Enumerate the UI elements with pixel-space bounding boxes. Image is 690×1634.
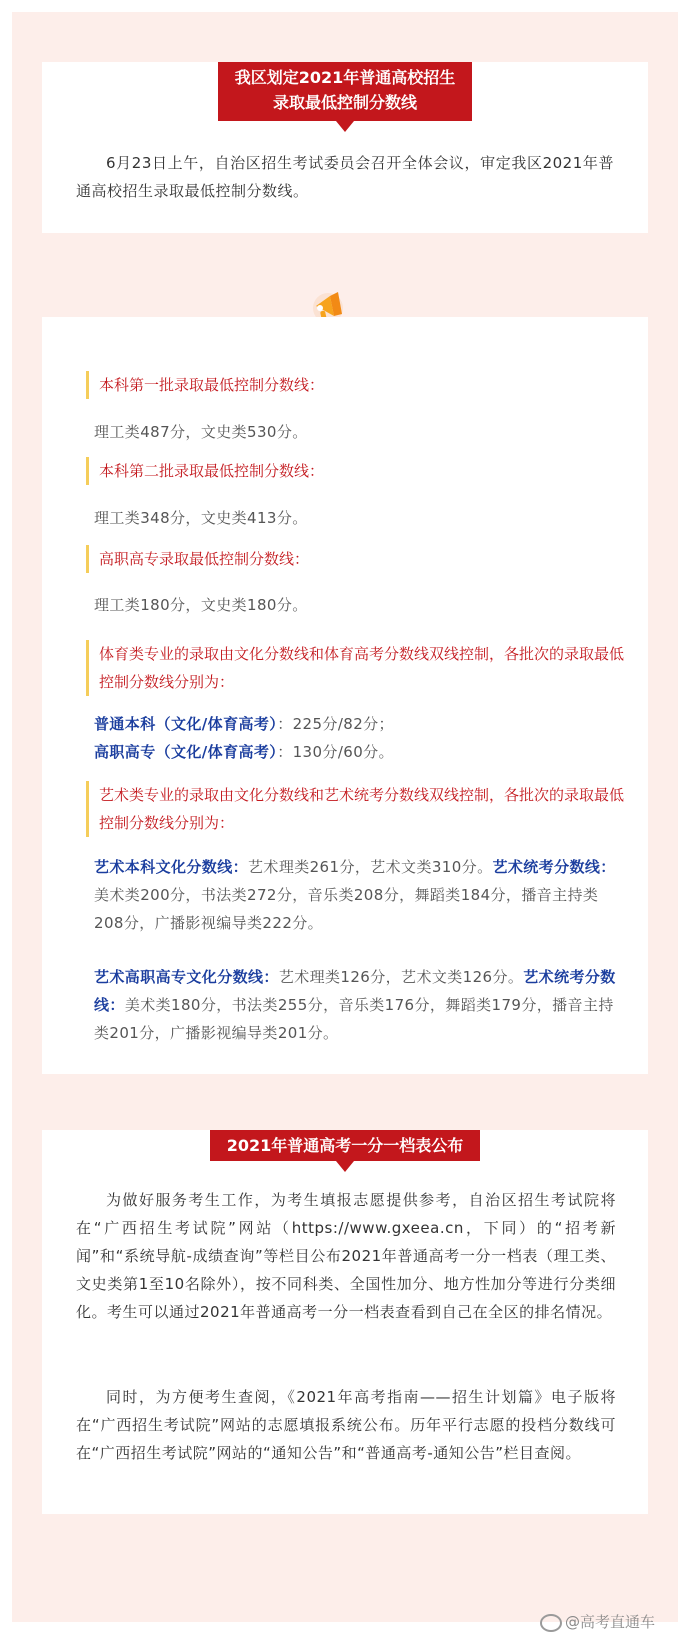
title-line-2: 录取最低控制分数线 xyxy=(272,93,417,112)
vocational-heading: 高职高专录取最低控制分数线： xyxy=(86,545,629,573)
weibo-icon xyxy=(540,1614,562,1632)
sports-heading: 体育类专业的录取由文化分数线和体育高考分数线双线控制，各批次的录取最低控制分数线分别为： xyxy=(86,640,629,696)
arts-vocational-exam-label: 艺术统考分数线： xyxy=(94,968,616,1014)
banner-pointer xyxy=(336,1161,354,1172)
sports-undergrad-label: 普通本科（文化/体育高考） xyxy=(94,715,278,733)
title-line-1: 我区划定2021年普通高校招生 xyxy=(234,68,456,87)
sports-vocational-line xyxy=(94,738,624,766)
arts-vocational-culture-label: 艺术高职高专文化分数线： xyxy=(94,968,279,986)
title-banner xyxy=(218,62,472,121)
score-table-paragraph: 为做好服务考生工作，为考生填报志愿提供参考，自治区招生考试院将在“广西招生考试院”网站（https://www.gxeea.cn，下同）的“招考新闻”和“系统导航-成绩查询”等栏目公布2021年普通高考一分一档表（理工类、文史类第1至10名除外），按不同科类、全国性加分、地方性加分等进行分类细化。考生可以通过2021年普通高考一分一档表查看到自己在全区的排名情况。 xyxy=(76,1191,616,1321)
arts-undergrad-culture-label: 艺术本科文化分数线： xyxy=(94,858,249,876)
batch2-scores: 理工类348分，文史类413分。 xyxy=(94,509,308,527)
page-background xyxy=(12,12,678,1622)
arts-heading: 艺术类专业的录取由文化分数线和艺术统考分数线双线控制，各批次的录取最低控制分数线分别为： xyxy=(86,781,629,837)
sports-undergrad-line xyxy=(94,710,624,738)
arts-vocational-culture-value: 艺术理类126分，艺术文类126分。 xyxy=(278,968,524,986)
weibo-watermark xyxy=(540,1612,655,1632)
sports-vocational-label: 高职高专（文化/体育高考） xyxy=(94,743,278,761)
arts-undergrad-paragraph xyxy=(94,853,624,937)
watermark-text: @高考直通车 xyxy=(565,1613,656,1631)
vocational-scores: 理工类180分，文史类180分。 xyxy=(94,596,308,614)
arts-vocational-paragraph xyxy=(94,963,624,1047)
intro-paragraph: 6月23日上午，自治区招生考试委员会召开全体会议，审定我区2021年普通高校招生录取最低控制分数线。 xyxy=(76,154,614,200)
sports-undergrad-value: ：225分/82分； xyxy=(277,715,394,733)
score-table-card xyxy=(42,1130,648,1514)
banner-pointer xyxy=(336,121,354,132)
batch1-scores: 理工类487分，文史类530分。 xyxy=(94,423,308,441)
arts-undergrad-exam-label: 艺术统考分数线： xyxy=(492,858,616,876)
arts-vocational-exam-value: 美术类180分，书法类255分，音乐类176分，舞蹈类179分，播音主持类201分，广播影视编导类201分。 xyxy=(94,996,614,1042)
arts-undergrad-exam-value: 美术类200分，书法类272分，音乐类208分，舞蹈类184分，播音主持类208分，广播影视编导类222分。 xyxy=(94,886,599,932)
announcement-card xyxy=(42,62,648,233)
batch2-heading: 本科第二批录取最低控制分数线： xyxy=(86,457,629,485)
sports-vocational-value: ：130分/60分。 xyxy=(277,743,394,761)
score-lines-card xyxy=(42,317,648,1074)
score-table-banner: 2021年普通高考一分一档表公布 xyxy=(210,1130,480,1161)
batch1-heading: 本科第一批录取最低控制分数线： xyxy=(86,371,629,399)
arts-undergrad-culture-value: 艺术理类261分，艺术文类310分。 xyxy=(248,858,493,876)
guide-paragraph: 同时，为方便考生查阅，《2021年高考指南——招生计划篇》电子版将在“广西招生考试院”网站的志愿填报系统公布。历年平行志愿的投档分数线可在“广西招生考试院”网站的“通知公告”和“普通高考-通知公告”栏目查阅。 xyxy=(76,1388,616,1462)
